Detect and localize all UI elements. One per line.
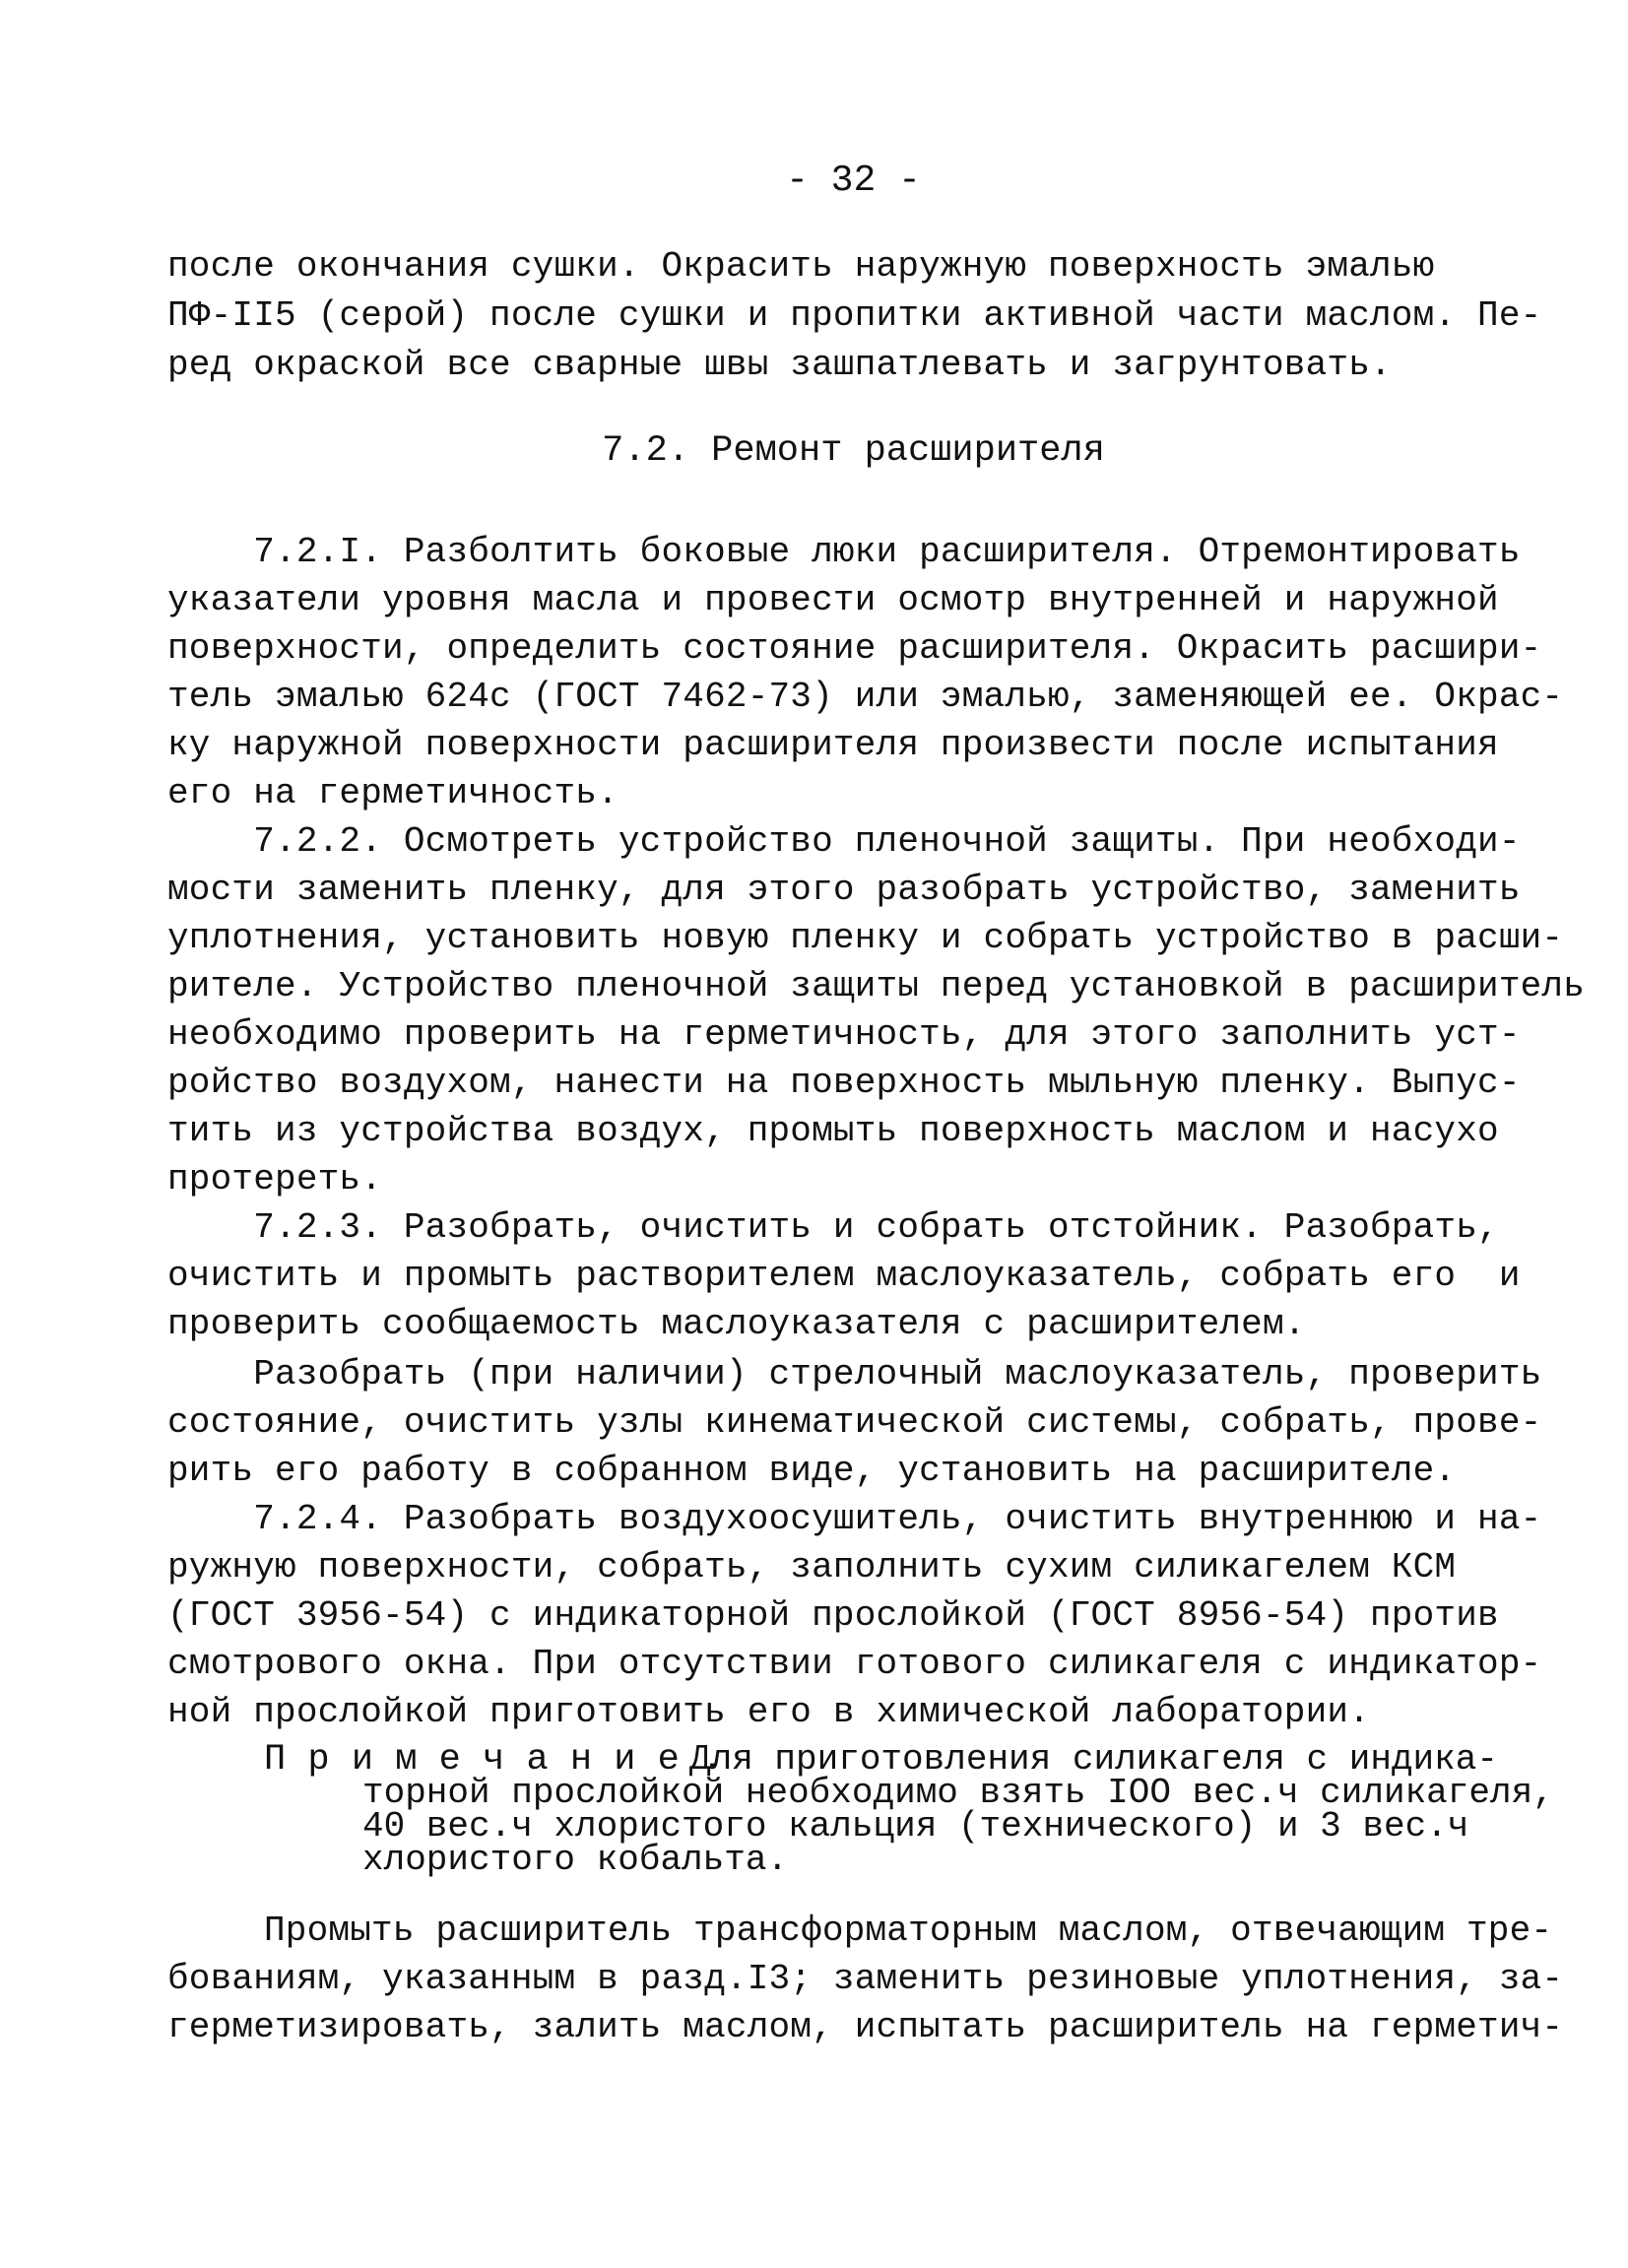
text-line: ной прослойкой приготовить его в химической лаборатории. xyxy=(167,1692,1370,1732)
note-line: 40 вес.ч хлористого кальция (технического) и 3 вес.ч xyxy=(362,1806,1469,1847)
text-line: тель эмалью 624с (ГОСТ 7462-73) или эмалью, заменяющей ее. Окрас- xyxy=(167,677,1564,717)
text-line: состояние, очистить узлы кинематической системы, собрать, прове- xyxy=(167,1402,1542,1443)
text-line: (ГОСТ 3956-54) с индикаторной прослойкой (ГОСТ 8956-54) против xyxy=(167,1595,1499,1636)
text-line: ружную поверхности, собрать, заполнить сухим силикагелем КСМ xyxy=(167,1547,1457,1588)
text-line: герметизировать, залить маслом, испытать расширитель на герметич- xyxy=(167,2007,1564,2047)
text-line: ПФ-II5 (серой) после сушки и пропитки активной части маслом. Пе- xyxy=(167,295,1542,336)
note-line: хлористого кобальта. xyxy=(362,1840,789,1880)
text-line: смотрового окна. При отсутствии готового силикагеля с индикатор- xyxy=(167,1644,1542,1684)
text-line: очистить и промыть растворителем маслоуказатель, собрать его и xyxy=(167,1256,1521,1296)
note-first-line: Для приготовления силикагеля с индика- xyxy=(689,1739,1498,1780)
text-line: Разобрать (при наличии) стрелочный маслоуказатель, проверить xyxy=(167,1354,1542,1394)
text-line: рителе. Устройство пленочной защиты перед установкой в расширитель xyxy=(167,966,1586,1006)
text-line: 7.2.I. Разболтить боковые люки расширителя. Отремонтировать xyxy=(167,532,1521,572)
text-line: рить его работу в собранном виде, установить на расширителе. xyxy=(167,1451,1457,1491)
text-line: 7.2.3. Разобрать, очистить и собрать отстойник. Разобрать, xyxy=(167,1207,1499,1248)
text-line: проверить сообщаемость маслоуказателя с расширителем. xyxy=(167,1304,1306,1344)
text-line: тить из устройства воздух, промыть поверхность маслом и насухо xyxy=(167,1111,1499,1151)
text-line: его на герметичность. xyxy=(167,773,619,813)
text-line: ку наружной поверхности расширителя произвести после испытания xyxy=(167,725,1499,765)
text-line: уплотнения, установить новую пленку и собрать устройство в расши- xyxy=(167,918,1564,958)
text-line: после окончания сушки. Окрасить наружную поверхность эмалью xyxy=(167,246,1435,287)
section-heading: 7.2. Ремонт расширителя xyxy=(602,430,1105,472)
note-line: торной прослойкой необходимо взять IOO вес.ч силикагеля, xyxy=(362,1773,1554,1813)
text-line: протереть. xyxy=(167,1159,383,1199)
text-line: Промыть расширитель трансформаторным маслом, отвечающим тре- xyxy=(264,1911,1553,1951)
note-label: П р и м е ч а н и е . xyxy=(264,1739,724,1781)
text-line: бованиям, указанным в разд.I3; заменить резиновые уплотнения, за- xyxy=(167,1959,1564,1999)
text-line: необходимо проверить на герметичность, для этого заполнить уст- xyxy=(167,1014,1521,1055)
text-line: 7.2.2. Осмотреть устройство пленочной защиты. При необходи- xyxy=(167,821,1521,862)
text-line: мости заменить пленку, для этого разобрать устройство, заменить xyxy=(167,870,1521,910)
page-number: - 32 - xyxy=(786,160,921,202)
text-line: указатели уровня масла и провести осмотр внутренней и наружной xyxy=(167,580,1499,620)
text-line: 7.2.4. Разобрать воздухоосушитель, очистить внутреннюю и на- xyxy=(167,1499,1542,1539)
text-line: ред окраской все сварные швы зашпатлевать и загрунтовать. xyxy=(167,345,1392,385)
text-line: поверхности, определить состояние расширителя. Окрасить расшири- xyxy=(167,628,1542,669)
text-line: ройство воздухом, нанести на поверхность мыльную пленку. Выпус- xyxy=(167,1063,1521,1103)
